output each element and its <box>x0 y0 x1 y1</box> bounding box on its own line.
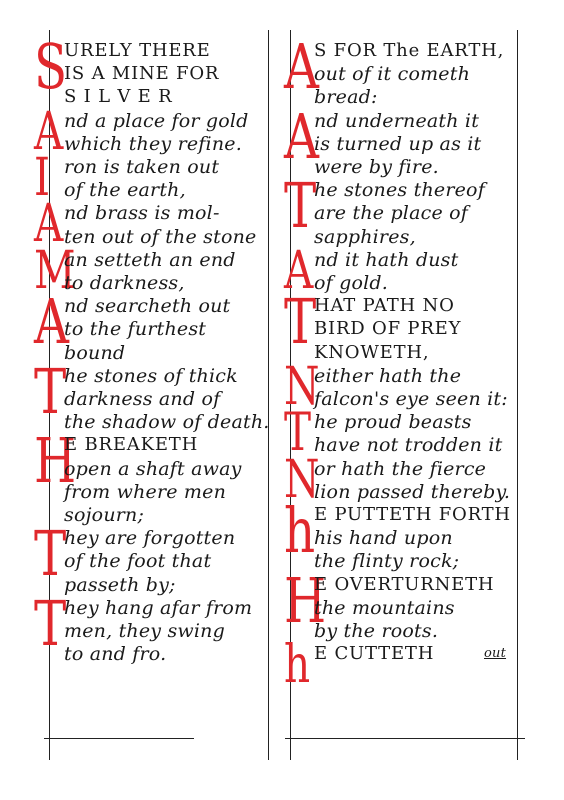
red-initial-right_column-6: T <box>284 403 312 464</box>
text-line: S I L V E R <box>64 86 173 108</box>
text-line: S FOR The EARTH, <box>314 40 505 61</box>
text-line: his hand upon <box>314 527 453 550</box>
text-line: E OVERTURNETH <box>314 573 495 595</box>
text-line: to the furthest <box>64 318 207 341</box>
text-line: sojourn; <box>64 504 145 526</box>
red-initial-left_column-9: T <box>34 586 67 660</box>
red-initial-left_column-7: H <box>34 424 77 498</box>
text-line: by the roots. <box>314 620 439 642</box>
text-line: HAT PATH NO <box>314 295 455 317</box>
text-line: nd searcheth out <box>64 295 231 318</box>
text-line: have not trodden it <box>314 434 503 457</box>
text-line: he stones thereof <box>314 179 485 202</box>
text-line: the flinty rock; <box>314 550 460 573</box>
text-line: an setteth an end <box>64 248 236 271</box>
text-line: KNOWETH, <box>314 341 430 363</box>
text-line: which they refine. <box>64 132 242 155</box>
text-line: sapphires, <box>314 225 416 248</box>
text-line: E BREAKETH <box>64 434 199 456</box>
text-line: out <box>484 646 507 662</box>
text-line: of the earth, <box>64 179 186 202</box>
text-line: hey are forgotten <box>64 527 236 550</box>
text-line: hey hang afar from <box>64 596 253 619</box>
text-line: ron is taken out <box>64 156 220 178</box>
text-line: bread: <box>314 86 378 109</box>
text-line: of the foot that <box>64 550 212 573</box>
text-line: URELY THERE <box>64 40 211 61</box>
text-line: to darkness, <box>64 272 185 294</box>
baseline-rule-left <box>44 738 194 739</box>
text-line: is turned up as it <box>314 132 482 155</box>
red-initial-left_column-3: A <box>34 194 64 255</box>
red-initial-right_column-1: A <box>284 99 319 173</box>
text-line: BIRD OF PREY <box>314 318 462 340</box>
text-line: of gold. <box>314 272 388 294</box>
red-initial-right_column-7: N <box>284 449 320 510</box>
red-initial-right_column-8: h <box>284 494 316 567</box>
text-line: are the place of <box>314 202 469 225</box>
text-line: he proud beasts <box>314 411 472 434</box>
red-initial-left_column-8: T <box>34 517 67 591</box>
text-line: were by fire. <box>314 156 439 178</box>
red-initial-right_column-10: h <box>284 635 311 696</box>
text-line: nd underneath it <box>314 109 480 132</box>
red-initial-left_column-0: S <box>34 30 68 103</box>
text-line: IS A MINE FOR <box>64 63 220 85</box>
red-initial-left_column-1: A <box>34 101 64 162</box>
red-initial-left_column-4: M <box>34 240 76 301</box>
red-initial-right_column-2: T <box>284 169 317 243</box>
text-line: the shadow of death. <box>64 411 270 434</box>
text-line: open a shaft away <box>64 457 242 480</box>
text-line: ten out of the stone <box>64 225 257 248</box>
red-initial-right_column-3: A <box>284 240 314 301</box>
text-line: nd brass is mol- <box>64 202 220 225</box>
text-line: E CUTTETH <box>314 643 435 665</box>
red-initial-right_column-4: T <box>284 285 317 359</box>
red-initial-left_column-6: T <box>34 354 67 428</box>
baseline-rule-right <box>285 738 525 739</box>
text-line: darkness and of <box>64 388 221 410</box>
red-initial-right_column-0: A <box>284 30 319 103</box>
red-initial-left_column-5: A <box>34 285 69 359</box>
text-line: bound <box>64 341 126 364</box>
text-line: either hath the <box>314 364 462 387</box>
text-line: falcon's eye seen it: <box>314 388 508 410</box>
text-line: out of it cometh <box>314 63 471 86</box>
red-initial-right_column-9: H <box>284 563 327 637</box>
text-line: lion passed thereby. <box>314 480 511 503</box>
text-line: men, they swing <box>64 620 225 642</box>
text-line: the mountains <box>314 596 455 619</box>
text-line: from where men <box>64 480 227 503</box>
text-line: nd it hath dust <box>314 248 459 271</box>
red-initial-right_column-5: N <box>284 356 320 417</box>
text-line: to and fro. <box>64 643 167 666</box>
text-line: E PUTTETH FORTH <box>314 504 511 525</box>
margin-rule-center-left <box>268 30 269 760</box>
text-line: nd a place for gold <box>64 109 249 132</box>
text-line: or hath the fierce <box>314 457 487 480</box>
text-line: passeth by; <box>64 573 176 596</box>
red-initial-left_column-2: I <box>34 148 51 208</box>
text-line: he stones of thick <box>64 364 238 387</box>
margin-rule-right <box>517 30 518 760</box>
